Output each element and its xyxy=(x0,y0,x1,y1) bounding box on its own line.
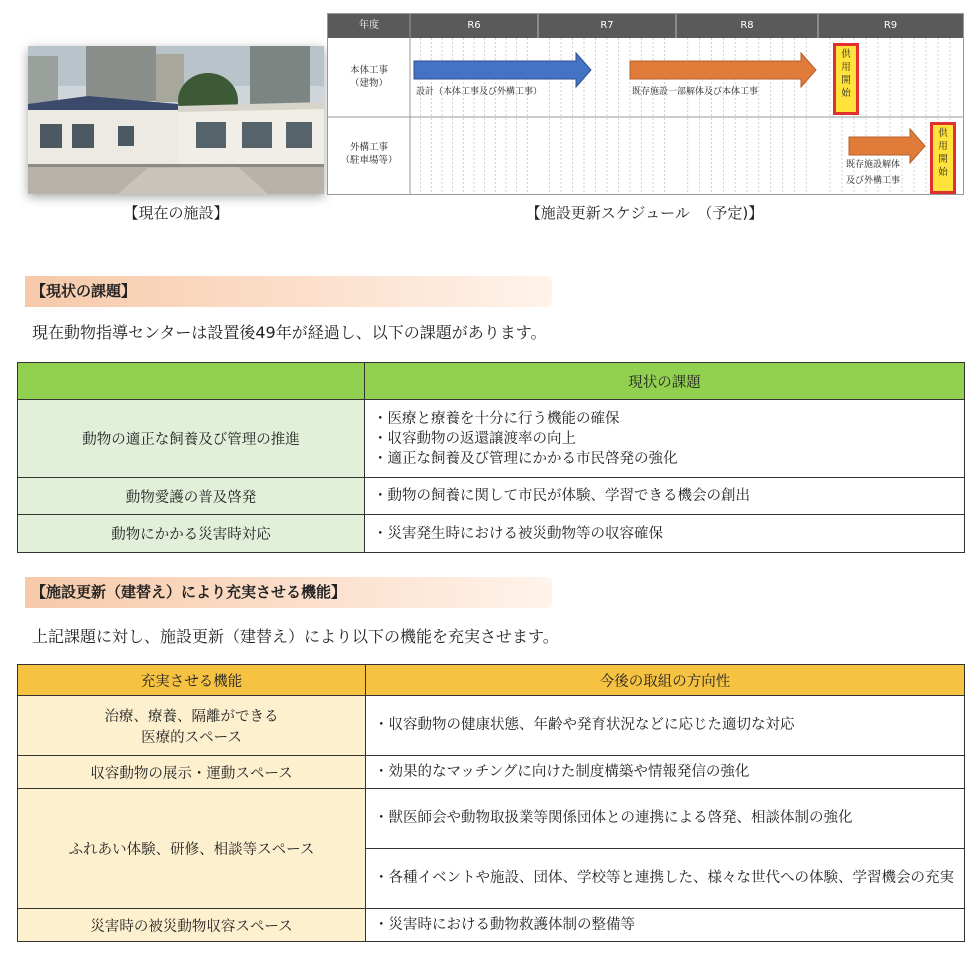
row-label-main-line2: （建物） xyxy=(349,78,388,89)
table-row xyxy=(18,515,965,553)
service-start-char: 始 xyxy=(938,167,948,178)
service-start-char: 供 xyxy=(938,128,948,139)
service-start-box-main xyxy=(833,43,859,115)
design-arrow xyxy=(414,53,591,87)
function-direction: ・各種イベントや施設、団体、学校等と連携した、様々な世代への体験、学習機会の充実 xyxy=(366,849,965,909)
service-start-char: 供 xyxy=(841,49,851,60)
issue-line: ・動物の飼養に関して市民が体験、学習できる機会の創出 xyxy=(373,488,750,504)
year-r9: R9 xyxy=(883,20,898,31)
issues-header-blank xyxy=(18,363,365,400)
table-row xyxy=(18,478,965,515)
service-start-char: 始 xyxy=(841,88,851,99)
table-header-row xyxy=(18,363,965,400)
table-row xyxy=(18,909,965,942)
issue-list xyxy=(365,478,965,515)
year-r6: R6 xyxy=(467,20,481,31)
year-label: 年度 xyxy=(359,20,379,31)
table-row xyxy=(18,789,965,849)
facility-photo xyxy=(28,46,324,194)
table-row xyxy=(18,696,965,756)
function-name: ふれあい体験、研修、相談等スペース xyxy=(18,789,366,909)
task-exterior xyxy=(846,157,900,189)
row-label-main-line1: 本体工事 xyxy=(349,65,388,76)
issue-item: 動物の適正な飼養及び管理の推進 xyxy=(18,400,365,478)
issue-list xyxy=(365,515,965,553)
functions-header-direction: 今後の取組の方向性 xyxy=(366,665,965,696)
issue-list xyxy=(365,400,965,478)
row-label-exterior-line1: 外構工事 xyxy=(349,142,388,153)
function-direction: ・効果的なマッチングに向けた制度構築や情報発信の強化 xyxy=(366,756,965,789)
issue-line: ・災害発生時における被災動物等の収容確保 xyxy=(373,525,663,542)
schedule-caption: 【施設更新スケジュール （予定)】 xyxy=(525,204,764,222)
issue-item: 動物にかかる災害時対応 xyxy=(18,515,365,553)
row-label-main xyxy=(328,64,410,90)
function-name: 災害時の被災動物収容スペース xyxy=(18,909,366,942)
function-direction: ・収容動物の健康状態、年齢や発育状況などに応じた適切な対応 xyxy=(366,696,965,756)
task-construction: 既存施設一部解体及び本体工事 xyxy=(632,87,759,97)
section2-heading: 【施設更新（建替え）により充実させる機能】 xyxy=(25,577,552,608)
task-exterior-line2: 及び外構工事 xyxy=(846,176,901,186)
issue-line: ・医療と療養を十分に行う機能の確保 xyxy=(373,410,620,427)
service-start-char: 用 xyxy=(938,141,948,152)
issues-table xyxy=(17,362,965,553)
photo-caption: 【現在の施設】 xyxy=(123,204,229,222)
function-name-line1: 治療、療養、隔離ができる xyxy=(104,708,279,725)
issue-item: 動物愛護の普及啓発 xyxy=(18,478,365,515)
schedule-chart xyxy=(327,13,964,195)
section1-heading: 【現状の課題】 xyxy=(25,276,552,307)
function-direction: ・災害時における動物救護体制の整備等 xyxy=(366,909,965,942)
function-direction: ・獣医師会や動物取扱業等関係団体との連携による啓発、相談体制の強化 xyxy=(366,789,965,849)
service-start-char: 開 xyxy=(938,154,948,165)
section2-intro: 上記課題に対し、施設更新（建替え）により以下の機能を充実させます。 xyxy=(32,627,559,646)
functions-header-function: 充実させる機能 xyxy=(18,665,366,696)
service-start-char: 開 xyxy=(841,75,851,86)
issues-header-title: 現状の課題 xyxy=(365,363,965,400)
issue-line: ・収容動物の返還譲渡率の向上 xyxy=(373,430,576,447)
function-name xyxy=(18,696,366,756)
table-header-row xyxy=(18,665,965,696)
task-exterior-line1: 既存施設解体 xyxy=(846,160,901,170)
issue-line: ・適正な飼養及び管理にかかる市民啓発の強化 xyxy=(373,450,678,467)
table-row xyxy=(18,756,965,789)
section1-intro: 現在動物指導センターは設置後49年が経過し、以下の課題があります。 xyxy=(32,323,547,342)
function-name-line2: 医療的スペース xyxy=(141,729,242,746)
year-r7: R7 xyxy=(600,20,614,31)
functions-table xyxy=(17,664,965,942)
service-start-char: 用 xyxy=(841,62,851,73)
row-label-exterior xyxy=(328,141,410,167)
table-row xyxy=(18,400,965,478)
task-design: 設計（本体工事及び外構工事） xyxy=(416,87,543,97)
function-name: 収容動物の展示・運動スペース xyxy=(18,756,366,789)
service-start-box-exterior xyxy=(930,122,956,194)
row-label-exterior-line2: （駐車場等） xyxy=(340,155,398,166)
year-r8: R8 xyxy=(740,20,754,31)
